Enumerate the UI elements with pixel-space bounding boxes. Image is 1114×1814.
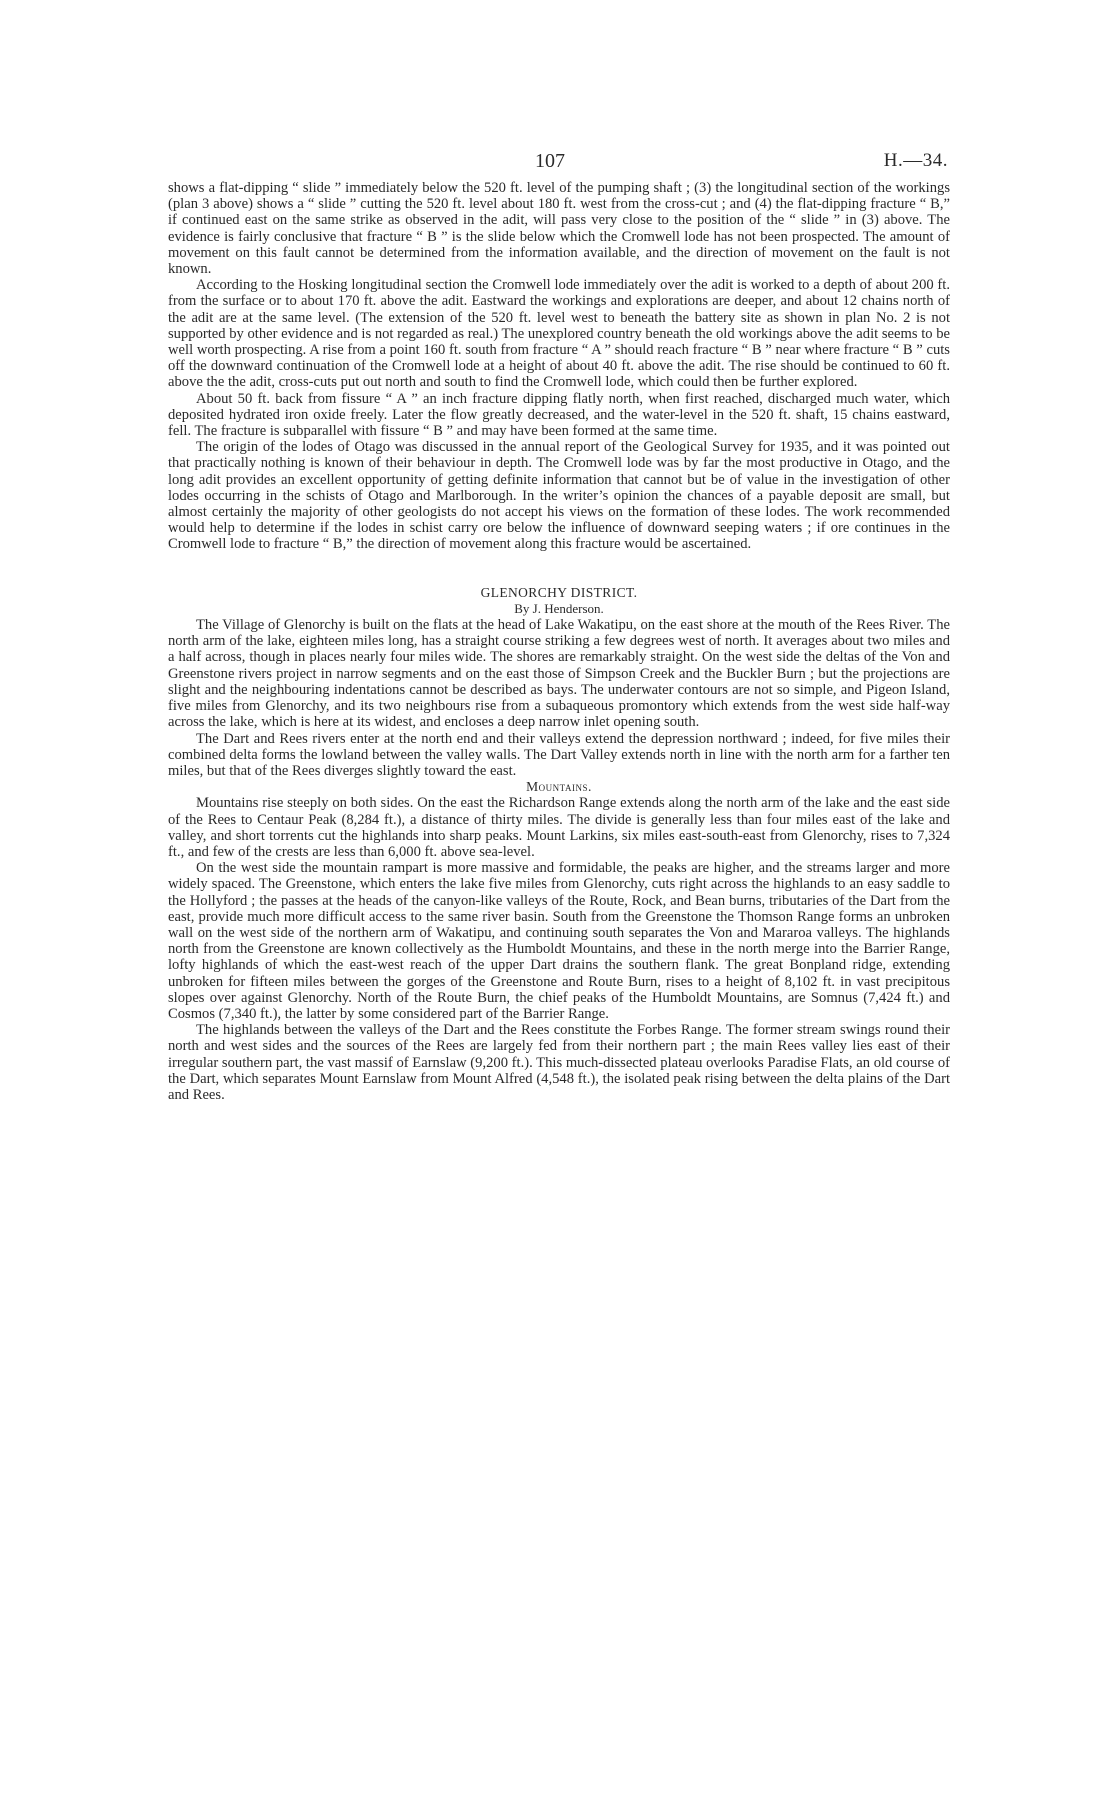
paragraph: The origin of the lodes of Otago was discussed in the annual report of the Geological Survey for 1935, and it was pointed out that practically nothing is known of their behaviour in depth. The Cromwell lode was by far the most productive in Otago, and the long adit provides an excellent opportunity of getting definite information that cannot but be of value in the investigation of other lodes occurring in the schists of Otago and Marlborough. In the writer’s opinion the chances of a payable deposit are small, but almost certainly the majority of other geologists do not accept his views on the formation of these lodes. The work recommended would help to determine if the lodes in schist carry ore below the influence of downward seeping waters ; if ore continues in the Cromwell lode to fracture “ B,” the direction of movement along this fracture would be ascertained. [168, 439, 950, 553]
page-body [168, 180, 950, 1103]
paragraph: On the west side the mountain rampart is more massive and formidable, the peaks are higher, and the streams larger and more widely spaced. The Greenstone, which enters the lake five miles from Glenorchy, cuts right across the highlands to an easy saddle to the Hollyford ; the passes at the heads of the canyon-like valleys of the Route, Rock, and Bean burns, tributaries of the Dart from the east, provide much more difficult access to the same river basin. South from the Greenstone the Thomson Range forms an unbroken wall on the west side of the northern arm of Wakatipu, and continuing south separates the Von and Mararoa valleys. The highlands north from the Greenstone are known collectively as the Humboldt Mountains, and these in the north merge into the Barrier Range, lofty highlands of which the east-west reach of the upper Dart drains the southern flank. The great Bonpland ridge, extending unbroken for fifteen miles between the gorges of the Greenstone and Route Burn, rises to a height of 8,102 ft. in vast precipitous slopes over against Glenorchy. North of the Route Burn, the chief peaks of the Humboldt Mountains, are Somnus (7,424 ft.) and Cosmos (7,340 ft.), the latter by some considered part of the Barrier Range. [168, 860, 950, 1022]
section-spacer [168, 553, 950, 585]
paragraph: The highlands between the valleys of the Dart and the Rees constitute the Forbes Range. The former stream swings round their north and west sides and the sources of the Rees are largely fed from their northern part ; the main Rees valley lies east of their irregular southern part, the vast massif of Earnslaw (9,200 ft.). This much-dissected plateau overlooks Paradise Flats, an old course of the Dart, which separates Mount Earnslaw from Mount Alfred (4,548 ft.), the isolated peak rising between the delta plains of the Dart and Rees. [168, 1022, 950, 1103]
paragraph: Mountains rise steeply on both sides. On the east the Richardson Range extends along the north arm of the lake and the east side of the Rees to Centaur Peak (8,284 ft.), a distance of thirty miles. The divide is generally less than four miles east of the lake and valley, and short torrents cut the highlands into sharp peaks. Mount Larkins, six miles east-south-east from Glenorchy, rises to 7,324 ft., and few of the crests are less than 6,000 ft. above sea-level. [168, 795, 950, 860]
paragraph: shows a flat-dipping “ slide ” immediately below the 520 ft. level of the pumping shaft ; (3) the longitudinal section of the workings (plan 3 above) shows a “ slide ” cutting the 520 ft. level about 180 ft. west from the cross-cut ; and (4) the flat-dipping fracture “ B,” if continued east on the same strike as observed in the adit, will pass very close to the position of the “ slide ” in (3) above. The evidence is fairly conclusive that fracture “ B ” is the slide below which the Cromwell lode has not been prospected. The amount of movement on this fault cannot be determined from the information available, and the direction of movement on the fault is not known. [168, 180, 950, 278]
document-reference: H.—34. [883, 150, 948, 171]
paragraph: About 50 ft. back from fissure “ A ” an inch fracture dipping flatly north, when first reached, discharged much water, which deposited hydrated iron oxide freely. Later the flow greatly decreased, and the water-level in the 520 ft. shaft, 15 chains eastward, fell. The fracture is subparallel with fissure “ B ” and may have been formed at the same time. [168, 390, 950, 440]
paragraph: The Village of Glenorchy is built on the flats at the head of Lake Wakatipu, on the east shore at the mouth of the Rees River. The north arm of the lake, eighteen miles long, has a straight course striking a few degrees west of north. It averages about two miles and a half across, though in places nearly four miles wide. The shores are remarkably straight. On the west side the deltas of the Von and Greenstone rivers project in narrow segments and on the east those of Simpson Creek and the Buckler Burn ; but the projections are slight and the neighbouring indentations cannot be described as bays. The underwater contours are not so simple, and Pigeon Island, five miles from Glenorchy, and its two neighbours rise from a subaqueous promontory which extends from the west side half-way across the lake, which is here at its widest, and encloses a deep narrow inlet opening south. [168, 617, 950, 731]
page-header [0, 150, 1114, 176]
paragraph: According to the Hosking longitudinal section the Cromwell lode immediately over the adit is worked to a depth of about 200 ft. from the surface or to about 170 ft. above the adit. Eastward the workings and explorations are deeper, and about 12 chains north of the adit are at the same level. (The extension of the 520 ft. level west to beneath the battery site as shown in plan No. 2 is not supported by other evidence and is not regarded as real.) The unexplored country beneath the old workings above the adit seems to be well worth prospecting. A rise from a point 160 ft. south from fracture “ A ” should reach fracture “ B ” near where fracture “ B ” cuts off the downward continuation of the Cromwell lode at a height of about 40 ft. above the adit. The rise should be continued to 60 ft. above the the adit, cross-cuts put out north and south to find the Cromwell lode, which could then be further explored. [168, 277, 950, 391]
page-number: 107 [535, 150, 565, 172]
subsection-heading: Mountains. [526, 779, 592, 795]
author-byline: By J. Henderson. [514, 600, 604, 616]
paragraph: The Dart and Rees rivers enter at the north end and their valleys extend the depression northward ; indeed, for five miles their combined delta forms the lowland between the valley walls. The Dart Valley extends north in line with the north arm for a farther ten miles, but that of the Rees diverges slightly toward the east. [168, 730, 950, 779]
section-heading: GLENORCHY DISTRICT. [480, 584, 638, 600]
